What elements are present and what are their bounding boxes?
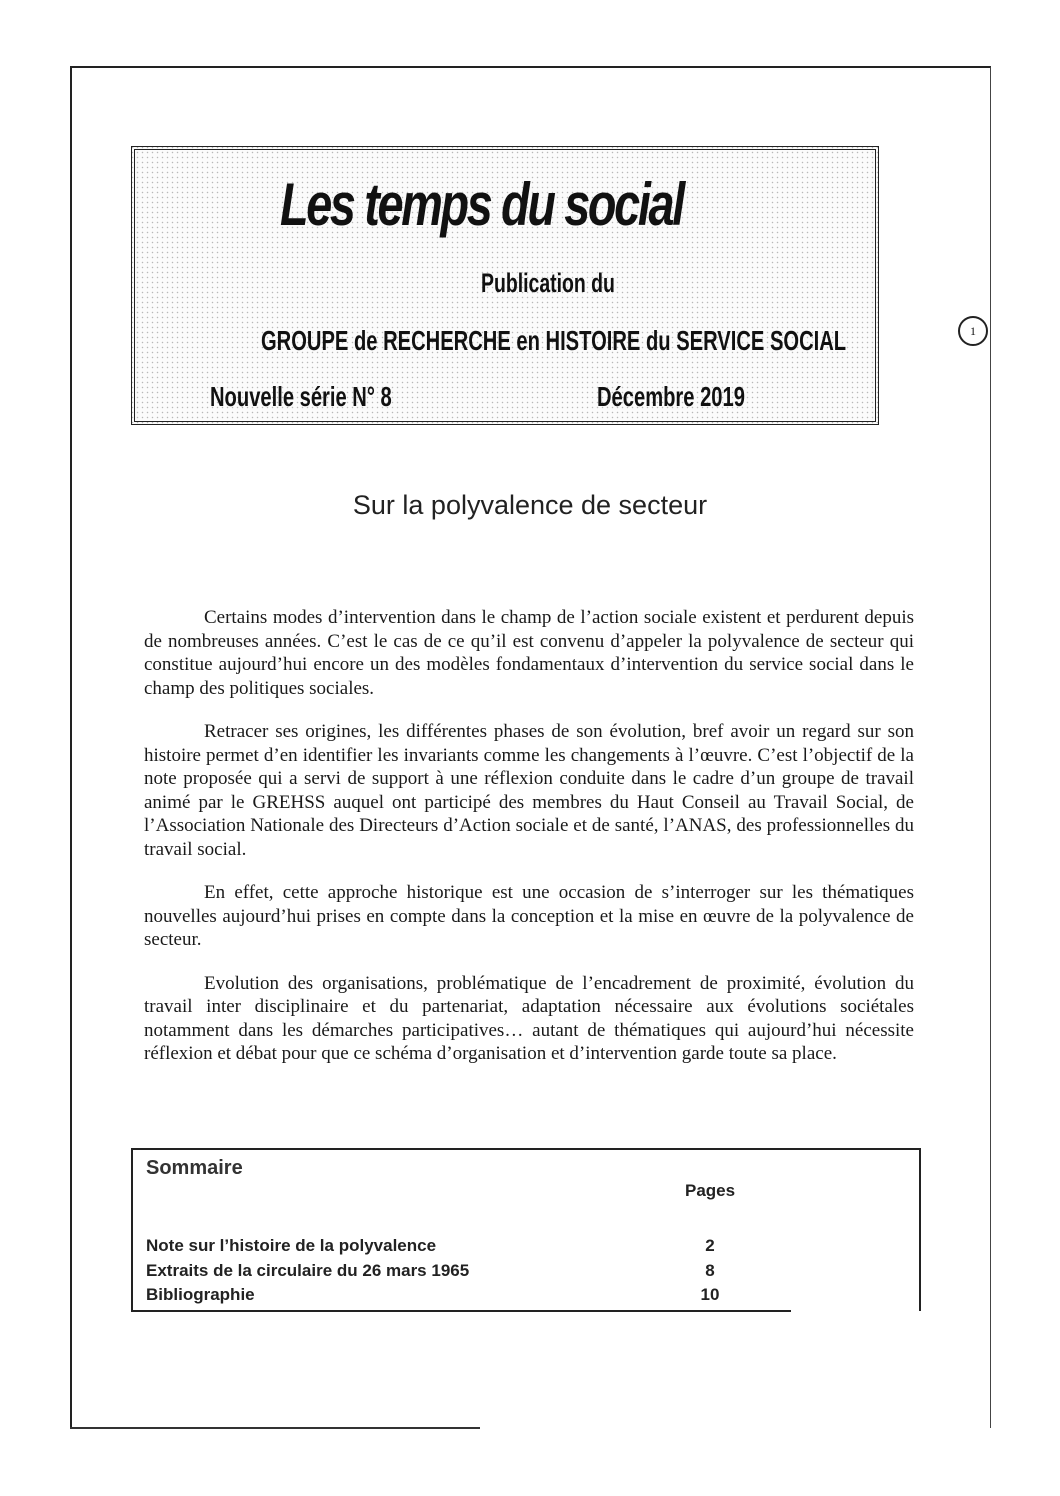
article-title: Sur la polyvalence de secteur — [352, 490, 708, 520]
paragraph: Certains modes d’intervention dans le champ de l’action sociale existent et perdurent depuis de nombreuses années. C’est le cas de ce qu’il est convenu d’appeler la polyvalence de secteur qui constitue aujourd’hui encore un des modèles fondamentaux d’intervention du service social dans le champ des politiques sociales. — [144, 607, 914, 699]
publication-line: Publication du — [481, 268, 615, 298]
summary-item — [146, 1236, 886, 1260]
page-frame-bottom-line — [70, 1427, 480, 1429]
group-name: GROUPE de RECHERCHE en HISTOIRE du SERVICE SOCIAL — [261, 325, 847, 356]
summary-item-page: 2 — [705, 1236, 715, 1255]
summary-item-label: Extraits de la circulaire du 26 mars 1965 — [146, 1261, 470, 1280]
paragraph: En effet, cette approche historique est une occasion de s’interroger sur les thématiques nouvelles aujourd’hui prises en compte dans la conception et la mise en œuvre de la polyvalence de secteur. — [144, 882, 914, 950]
pages-column-header: Pages — [685, 1181, 736, 1200]
summary-bottom-line — [131, 1310, 791, 1312]
paragraph: Retracer ses origines, les différentes phases de son évolution, bref avoir un regard sur son histoire permet d’en identifier les invariants comme les changements à l’œuvre. C’est l’objectif de la note proposée qui a servi de support à une réflexion conduite dans le cadre d’un groupe de travail animé par le GREHSS auquel ont participé des membres du Haut Conseil au Travail Social, de l’Association Nationale des Directeurs d’Action sociale et de santé, l’ANAS, des professionnelles du travail social. — [144, 721, 914, 860]
article-body — [144, 606, 914, 1086]
summary-item — [146, 1261, 886, 1285]
paragraph: Evolution des organisations, problématique de l’encadrement de proximité, évolution du travail inter disciplinaire et du partenariat, adaptation nécessaire aux évolutions sociétales notamment dans les démarches participatives… autant de thématiques qui aujourd’hui nécessite réflexion et débat pour que ce schéma d’organisation et d’intervention garde toute sa place. — [144, 972, 914, 1064]
masthead — [131, 146, 879, 425]
page-number-marker: 1 — [958, 316, 988, 346]
summary-item-label: Bibliographie — [146, 1285, 255, 1304]
summary-item-page: 8 — [705, 1261, 715, 1280]
summary-box — [131, 1148, 921, 1311]
summary-item — [146, 1285, 886, 1309]
summary-title: Sommaire — [146, 1157, 243, 1179]
summary-item-label: Note sur l’histoire de la polyvalence — [146, 1236, 437, 1255]
series-number: Nouvelle série N° 8 — [210, 381, 392, 412]
issue-date: Décembre 2019 — [597, 381, 745, 412]
journal-title: Les temps du social — [280, 171, 683, 238]
summary-item-page: 10 — [700, 1285, 720, 1304]
